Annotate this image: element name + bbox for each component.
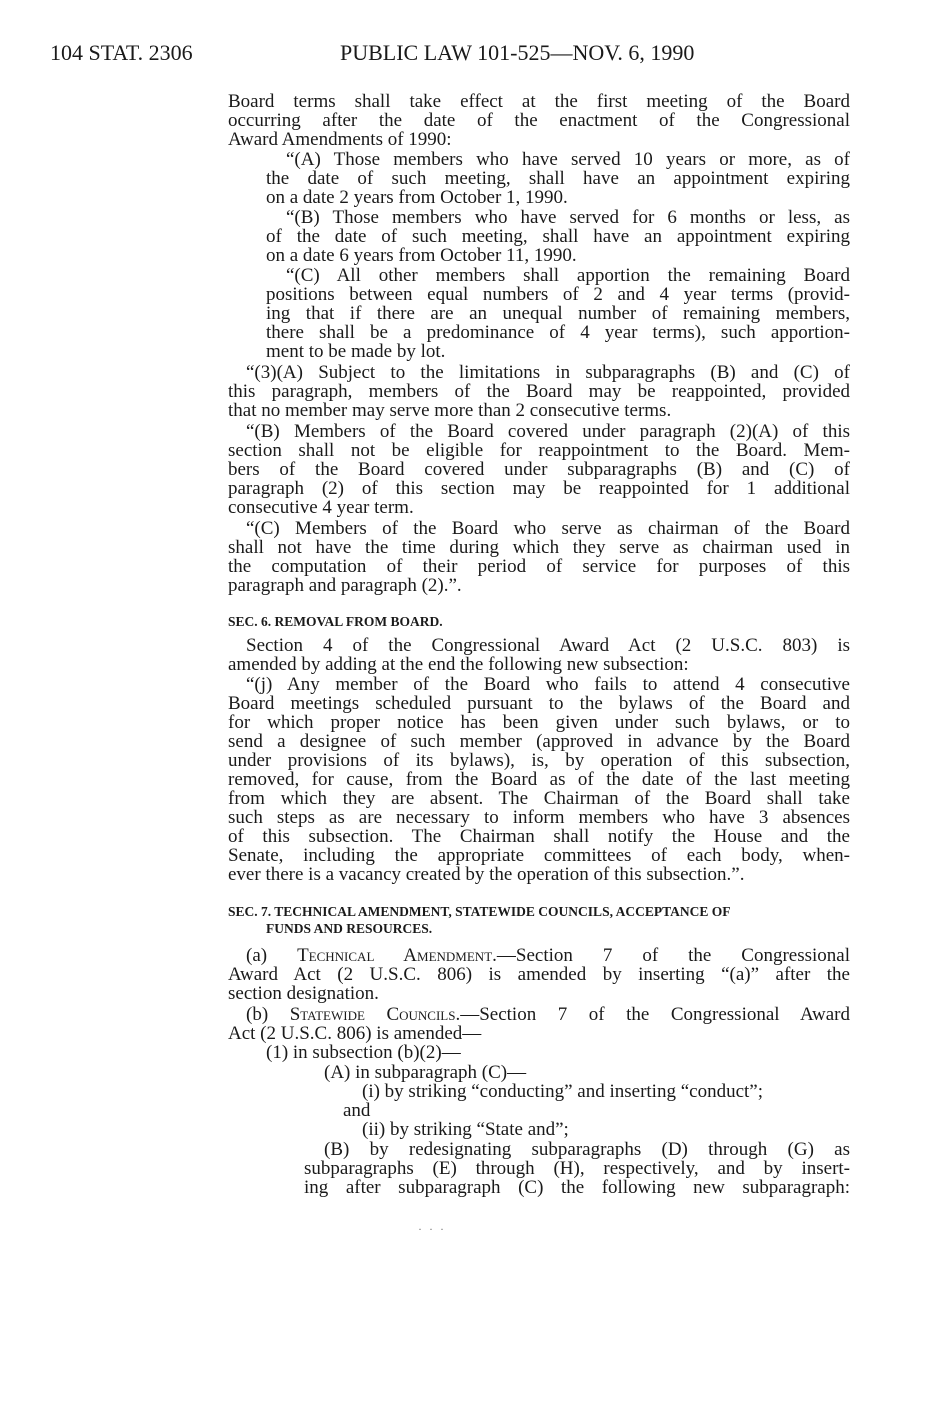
text-line: amended by adding at the end the following new subsection: (228, 654, 689, 675)
text-line: Board meetings scheduled pursuant to the bylaws of the Board and (228, 693, 850, 714)
text-line: section shall not be eligible for reappointment to the Board. Mem- (228, 440, 850, 461)
text-line: (ii) by striking “State and”; (362, 1119, 569, 1140)
section-heading-6: SEC. 6. REMOVAL FROM BOARD. (228, 614, 443, 629)
text-line: occurring after the date of the enactment of the Congressional (228, 110, 850, 131)
text-line: “(3)(A) Subject to the limitations in subparagraphs (B) and (C) of (246, 362, 850, 383)
text-line: Board terms shall take effect at the first meeting of the Board (228, 91, 850, 112)
section-heading-7-cont: FUNDS AND RESOURCES. (266, 921, 433, 936)
law-title-header: PUBLIC LAW 101-525—NOV. 6, 1990 (340, 40, 695, 65)
text-line: (b) Statewide Councils.—Section 7 of the Congressional Award (246, 1004, 851, 1025)
text-line: Act (2 U.S.C. 806) is amended— (228, 1023, 482, 1044)
text-line: that no member may serve more than 2 consecutive terms. (228, 400, 672, 421)
text-line: Award Amendments of 1990: (228, 129, 452, 150)
text-line: the date of such meeting, shall have an appointment expiring (266, 168, 850, 189)
text-line: section designation. (228, 983, 379, 1004)
text-line: removed, for cause, from the Board as of the date of the last meeting (228, 769, 850, 790)
page-reference: 104 STAT. 2306 (50, 40, 193, 65)
text-line: send a designee of such member (approved in advance by the Board (228, 731, 850, 752)
text-line: the computation of their period of service for purposes of this (228, 556, 850, 577)
section-heading-7: SEC. 7. TECHNICAL AMENDMENT, STATEWIDE COUNCILS, ACCEPTANCE OF (228, 904, 731, 919)
text-line: on a date 6 years from October 11, 1990. (266, 245, 577, 266)
text-line: ing after subparagraph (C) the following new subparagraph: (304, 1177, 850, 1198)
text-line: “(j) Any member of the Board who fails to attend 4 consecutive (246, 674, 850, 695)
text-line: paragraph (2) of this section may be reappointed for 1 additional (228, 478, 850, 499)
text-line: this paragraph, members of the Board may be reappointed, provided (228, 381, 850, 402)
text-line: (B) by redesignating subparagraphs (D) through (G) as (324, 1139, 850, 1160)
text-line: ing that if there are an unequal number of remaining members, (266, 303, 850, 324)
text-line: “(C) Members of the Board who serve as chairman of the Board (246, 518, 850, 539)
text-line: subparagraphs (E) through (H), respectively, and by insert- (304, 1158, 850, 1179)
text-line: (i) by striking “conducting” and inserting “conduct”; (362, 1081, 763, 1102)
text-line: “(B) Members of the Board covered under paragraph (2)(A) of this (246, 421, 850, 442)
text-line: ment to be made by lot. (266, 341, 446, 362)
text-line: (1) in subsection (b)(2)— (266, 1042, 461, 1063)
text-line: for which proper notice has been given under such bylaws, or to (228, 712, 850, 733)
text-line: on a date 2 years from October 1, 1990. (266, 187, 568, 208)
text-line: Award Act (2 U.S.C. 806) is amended by inserting “(a)” after the (228, 964, 850, 985)
text-line: positions between equal numbers of 2 and 4 year terms (provid- (266, 284, 850, 305)
text-line: Section 4 of the Congressional Award Act (2 U.S.C. 803) is (246, 635, 850, 656)
scan-speck: · · · (418, 1222, 446, 1236)
text-line: there shall be a predominance of 4 year terms), such apportion- (266, 322, 850, 343)
text-line: of the date of such meeting, shall have an appointment expiring (266, 226, 850, 247)
text-line: such steps as are necessary to inform members who have 3 absences (228, 807, 850, 828)
text-line: under provisions of its bylaws), is, by operation of this subsection, (228, 750, 850, 771)
text-line: shall not have the time during which they serve as chairman used in (228, 537, 850, 558)
text-line: “(C) All other members shall apportion the remaining Board (286, 265, 850, 286)
text-line: paragraph and paragraph (2).”. (228, 575, 462, 596)
subsection-heading: Statewide Councils (289, 1004, 456, 1025)
text-line: “(B) Those members who have served for 6 months or less, as (286, 207, 850, 228)
text-line: from which they are absent. The Chairman of the Board shall take (228, 788, 850, 809)
text-line: Senate, including the appropriate committees of each body, when- (228, 845, 850, 866)
text-line: consecutive 4 year term. (228, 497, 414, 518)
text-line: (A) in subparagraph (C)— (324, 1062, 527, 1083)
text-line: ever there is a vacancy created by the operation of this subsection.”. (228, 864, 745, 885)
text-line: (a) Technical Amendment.—Section 7 of the Congressional (246, 945, 850, 966)
subsection-heading: Technical Amendment (297, 945, 493, 966)
text-line: bers of the Board covered under subparagraphs (B) and (C) of (228, 459, 850, 480)
text-line: “(A) Those members who have served 10 years or more, as of (286, 149, 850, 170)
text-line: and (343, 1100, 371, 1121)
text-line: of this subsection. The Chairman shall notify the House and the (228, 826, 850, 847)
